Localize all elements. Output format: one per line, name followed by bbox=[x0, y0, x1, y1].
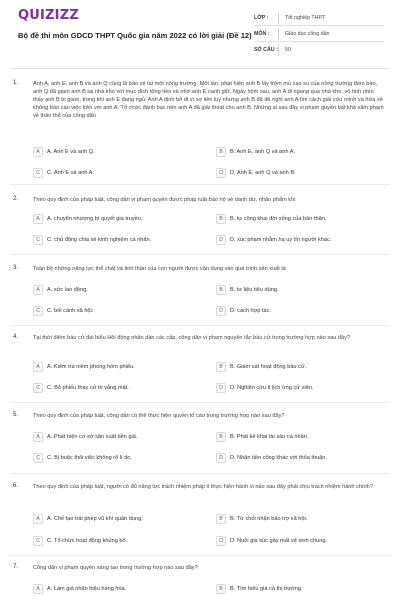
option-letter: D bbox=[216, 235, 226, 245]
document-header bbox=[0, 0, 400, 62]
option-text: C. Bỏ phiếu thay cử tri vắng mặt. bbox=[47, 385, 129, 391]
option-text: A. sức lao động. bbox=[47, 287, 88, 293]
quizizz-logo: QUIZIZZ bbox=[18, 8, 79, 23]
question-text: Tại thời điểm bầu cử đại biểu Hội đồng nhân dân các cấp, công dân vi phạm nguyên tắc bầu cử trong trường hợp nào sau đây? bbox=[33, 335, 351, 341]
option-text: D. Anh E, anh Q và anh B. bbox=[230, 170, 296, 176]
option-text: B. Giám sát hoạt động bầu cử. bbox=[230, 364, 307, 370]
option-a[interactable] bbox=[33, 513, 143, 525]
option-b[interactable] bbox=[216, 431, 308, 443]
question-number: 5. bbox=[13, 412, 19, 418]
question-number: 6. bbox=[13, 483, 19, 489]
option-letter: A bbox=[33, 514, 43, 524]
question-text: Theo quy định của pháp luật, công dân có thể thực hiện quyền tố cáo trong trường hợp nào sau đây? bbox=[33, 413, 285, 419]
question-text: Toàn bộ những năng lực thể chất và tinh thần của con người được vận dụng vào quá trình sản xuất là bbox=[33, 266, 286, 272]
option-letter: A bbox=[33, 584, 43, 594]
option-letter: B bbox=[216, 584, 226, 594]
info-separator bbox=[278, 44, 279, 56]
option-text: A. Phát hiện cơ sở sản xuất tiền giả. bbox=[47, 434, 138, 440]
option-letter: B bbox=[216, 514, 226, 524]
option-d[interactable] bbox=[216, 535, 327, 547]
option-letter: C bbox=[33, 235, 43, 245]
option-text: B. Tìm hiểu giá cả thị trường. bbox=[230, 586, 303, 592]
option-text: C. chủ động chia sẻ kinh nghiệm cá nhân. bbox=[47, 237, 152, 243]
option-text: D. cách hợp tác. bbox=[230, 308, 271, 314]
info-value: Tốt nghiệp THPT bbox=[285, 14, 326, 21]
question-text: Anh A, anh E, anh B và anh Q cùng là bảo vệ tại một nông trường. Một lần, phát hiện anh B lấy trộm mủ cao su của nông trường đem bán, anh Q đã giam anh B tại nhà kho với mục đích tống tiền và nhờ anh E canh giữ. Ngày hôm sau, anh A đi ngang qua nhà kho, vô tình nhìn thấy anh B bị giam, trong khi anh E đang ngủ. Anh A định bỏ đi vì sợ liên lụy nhưng anh B đã đề nghị anh A tìm cách giải cứu mình và hứa sẽ không báo cáo việc trên với anh A. Tổ chức đánh bạc nên anh A đã giải thoát cho anh B. Những ai sau đây vi phạm quyền bất khả xâm phạm về thân thể của công dân bbox=[33, 81, 384, 119]
question-divider bbox=[10, 473, 390, 474]
option-a[interactable] bbox=[33, 146, 95, 158]
option-text: A. Làm giả nhãn hiệu hàng hóa. bbox=[47, 586, 127, 592]
option-b[interactable] bbox=[216, 146, 295, 158]
option-a[interactable] bbox=[33, 284, 88, 296]
option-letter: A bbox=[33, 147, 43, 157]
option-d[interactable] bbox=[216, 234, 331, 246]
question-number: 7. bbox=[13, 564, 19, 570]
option-letter: B bbox=[216, 362, 226, 372]
option-letter: D bbox=[216, 383, 226, 393]
option-b[interactable] bbox=[216, 513, 307, 525]
info-key: LỚP : bbox=[254, 14, 269, 21]
option-letter: C bbox=[33, 168, 43, 178]
document-title: Bộ đề thi môn GDCD THPT Quốc gia năm 2022 có lời giải (Đề 12) bbox=[18, 31, 252, 40]
option-letter: B bbox=[216, 285, 226, 295]
option-d[interactable] bbox=[216, 305, 271, 317]
info-key: MÔN : bbox=[254, 30, 270, 37]
question-number: 4. bbox=[13, 334, 19, 340]
question-number: 3. bbox=[13, 265, 19, 271]
option-text: A. chuyển nhượng bí quyết gia truyền. bbox=[47, 216, 143, 222]
option-text: C. Anh E và anh A. bbox=[47, 170, 94, 176]
question-divider bbox=[10, 402, 390, 403]
option-d[interactable] bbox=[216, 167, 296, 179]
question-text: Theo quy định của pháp luật, người có đủ năng lực trách nhiệm pháp lí thực hiện hành vi nào sau đây phải chịu trách nhiệm hành chính? bbox=[33, 484, 373, 490]
info-row-count bbox=[254, 42, 384, 58]
info-key: SỐ CÂU : bbox=[254, 47, 278, 53]
option-text: B. Phải kê khai tài sản cá nhân. bbox=[230, 434, 309, 440]
option-b[interactable] bbox=[216, 213, 326, 225]
option-c[interactable] bbox=[33, 167, 94, 179]
option-a[interactable] bbox=[33, 361, 135, 373]
info-value: 50 bbox=[285, 47, 291, 53]
question-number: 1. bbox=[13, 80, 19, 86]
question-divider bbox=[10, 184, 390, 185]
option-text: C. bối cảnh xã hội. bbox=[47, 308, 94, 314]
option-b[interactable] bbox=[216, 583, 303, 595]
option-letter: B bbox=[216, 147, 226, 157]
option-letter: B bbox=[216, 432, 226, 442]
option-text: D. Nhận tiền công khác với thỏa thuận. bbox=[230, 455, 327, 461]
option-letter: C bbox=[33, 306, 43, 316]
question-divider bbox=[10, 325, 390, 326]
option-text: B. tự công khai đời sống của bản thân. bbox=[230, 216, 327, 222]
option-c[interactable] bbox=[33, 452, 132, 464]
header-divider bbox=[10, 68, 390, 69]
info-separator bbox=[278, 12, 279, 24]
option-c[interactable] bbox=[33, 234, 151, 246]
option-d[interactable] bbox=[216, 452, 327, 464]
option-text: C. Bị buộc thôi việc không rõ lí do. bbox=[47, 455, 132, 461]
option-letter: D bbox=[216, 536, 226, 546]
option-c[interactable] bbox=[33, 382, 129, 394]
option-a[interactable] bbox=[33, 431, 137, 443]
option-letter: C bbox=[33, 383, 43, 393]
info-row-class bbox=[254, 10, 384, 26]
option-letter: D bbox=[216, 306, 226, 316]
option-text: A. Chế tạo trái phép vũ khí quân dụng. bbox=[47, 516, 143, 522]
info-box bbox=[254, 10, 384, 58]
question-text: Theo quy định của pháp luật, công dân vi phạm quyền được pháp luật bảo hộ về danh dự, nhân phẩm khi bbox=[33, 197, 296, 203]
option-b[interactable] bbox=[216, 361, 306, 373]
option-a[interactable] bbox=[33, 213, 142, 225]
option-text: D. Nuôi gia súc gây mất vệ sinh chung. bbox=[230, 538, 328, 544]
option-letter: A bbox=[33, 432, 43, 442]
option-c[interactable] bbox=[33, 535, 127, 547]
option-text: A. Anh E và anh Q. bbox=[47, 149, 95, 155]
question-number: 2. bbox=[13, 196, 19, 202]
option-letter: A bbox=[33, 285, 43, 295]
info-row-subject bbox=[254, 26, 384, 42]
option-c[interactable] bbox=[33, 305, 93, 317]
option-letter: C bbox=[33, 536, 43, 546]
question-divider bbox=[10, 555, 390, 556]
option-d[interactable] bbox=[216, 382, 313, 394]
info-separator bbox=[278, 28, 279, 40]
question-divider bbox=[10, 254, 390, 255]
option-text: D. xúc phạm nhằm hạ uy tín người khác. bbox=[230, 237, 332, 243]
option-letter: C bbox=[33, 453, 43, 463]
option-letter: B bbox=[216, 214, 226, 224]
question-text: Công dân vi phạm quyền sáng tạo trong trường hợp nào sau đây? bbox=[33, 565, 198, 571]
option-text: B. Từ chối nhận bảo trợ xã hội. bbox=[230, 516, 308, 522]
option-text: B. Anh E, anh Q và anh A. bbox=[230, 149, 295, 155]
option-text: A. Kiểm tra niêm phong hòm phiếu. bbox=[47, 364, 135, 370]
option-letter: A bbox=[33, 362, 43, 372]
option-text: C. Tổ chức hoạt động khủng bố. bbox=[47, 538, 128, 544]
option-letter: D bbox=[216, 453, 226, 463]
option-text: D. Nghiên cứu lí lịch ứng cử viên. bbox=[230, 385, 314, 391]
option-a[interactable] bbox=[33, 583, 126, 595]
option-text: B. tư liệu tiêu dùng. bbox=[230, 287, 279, 293]
option-b[interactable] bbox=[216, 284, 279, 296]
option-letter: D bbox=[216, 168, 226, 178]
info-value: Giáo dục công dân bbox=[285, 30, 330, 37]
option-letter: A bbox=[33, 214, 43, 224]
